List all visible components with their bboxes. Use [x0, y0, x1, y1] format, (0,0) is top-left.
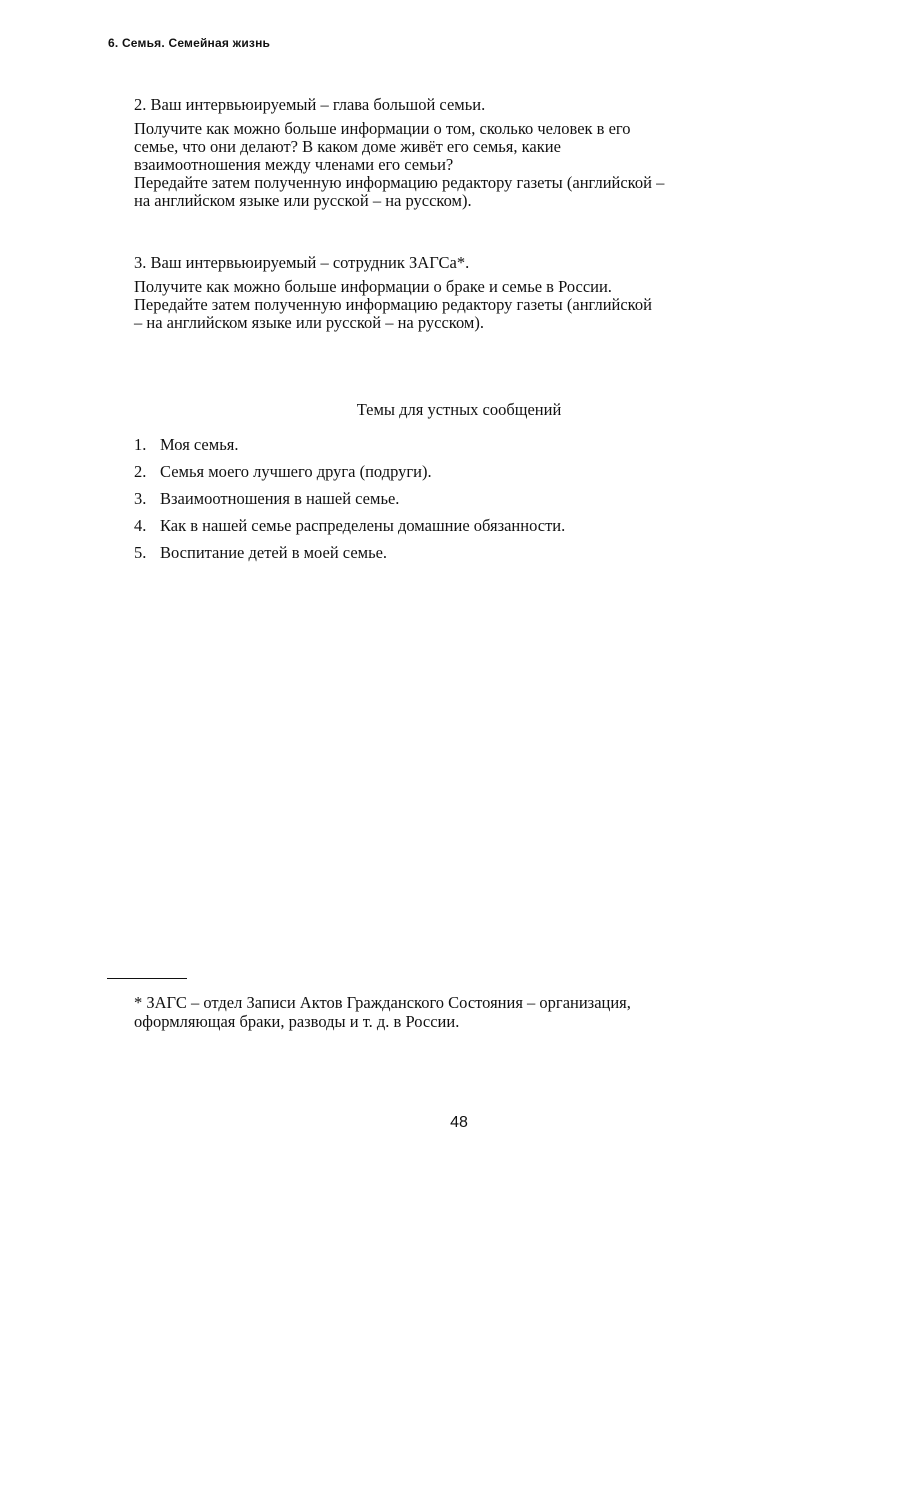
task-3-body: [134, 278, 824, 332]
task-2-line: Получите как можно больше информации о том, сколько человек в его: [134, 119, 631, 138]
task-3-title: 3. Ваш интервьюируемый – сотрудник ЗАГСа*.: [134, 253, 470, 272]
topic-text: Семья моего лучшего друга (подруги).: [160, 462, 432, 481]
task-2: [134, 96, 824, 210]
topic-text: Взаимоотношения в нашей семье.: [160, 489, 400, 508]
task-2-line: Передайте затем полученную информацию редактору газеты (английской –: [134, 173, 665, 192]
topic-item: [134, 436, 565, 463]
footnote-line: * ЗАГС – отдел Записи Актов Гражданского Состояния – организация,: [134, 993, 631, 1012]
page-number: 48: [450, 1114, 468, 1131]
topic-text: Как в нашей семье распределены домашние обязанности.: [160, 516, 566, 535]
topic-number: 2.: [134, 462, 147, 481]
footnote-line: оформляющая браки, разводы и т. д. в России.: [134, 1012, 460, 1031]
running-header: 6. Семья. Семейная жизнь: [108, 36, 271, 50]
topic-text: Моя семья.: [160, 435, 239, 454]
task-3: [134, 254, 824, 332]
topics-heading: Темы для устных сообщений: [356, 400, 562, 419]
topic-item: [134, 544, 565, 571]
task-2-title: 2. Ваш интервьюируемый – глава большой семьи.: [134, 95, 486, 114]
topic-item: [134, 490, 565, 517]
topic-number: 3.: [134, 489, 147, 508]
task-2-body: [134, 120, 824, 210]
topic-text: Воспитание детей в моей семье.: [160, 543, 388, 562]
task-3-line: – на английском языке или русской – на русском).: [134, 313, 484, 332]
task-2-line: взаимоотношения между членами его семьи?: [134, 155, 454, 174]
topics-list: [134, 436, 565, 571]
footnote: [134, 993, 814, 1031]
task-3-line: Передайте затем полученную информацию редактору газеты (английской: [134, 295, 652, 314]
task-2-line: семье, что они делают? В каком доме живёт его семья, какие: [134, 137, 561, 156]
task-2-line: на английском языке или русской – на русском).: [134, 191, 472, 210]
footnote-divider: [107, 978, 187, 979]
topic-number: 1.: [134, 435, 147, 454]
topic-number: 4.: [134, 516, 147, 535]
task-3-line: Получите как можно больше информации о браке и семье в России.: [134, 277, 612, 296]
topic-number: 5.: [134, 543, 147, 562]
topic-item: [134, 517, 565, 544]
topic-item: [134, 463, 565, 490]
